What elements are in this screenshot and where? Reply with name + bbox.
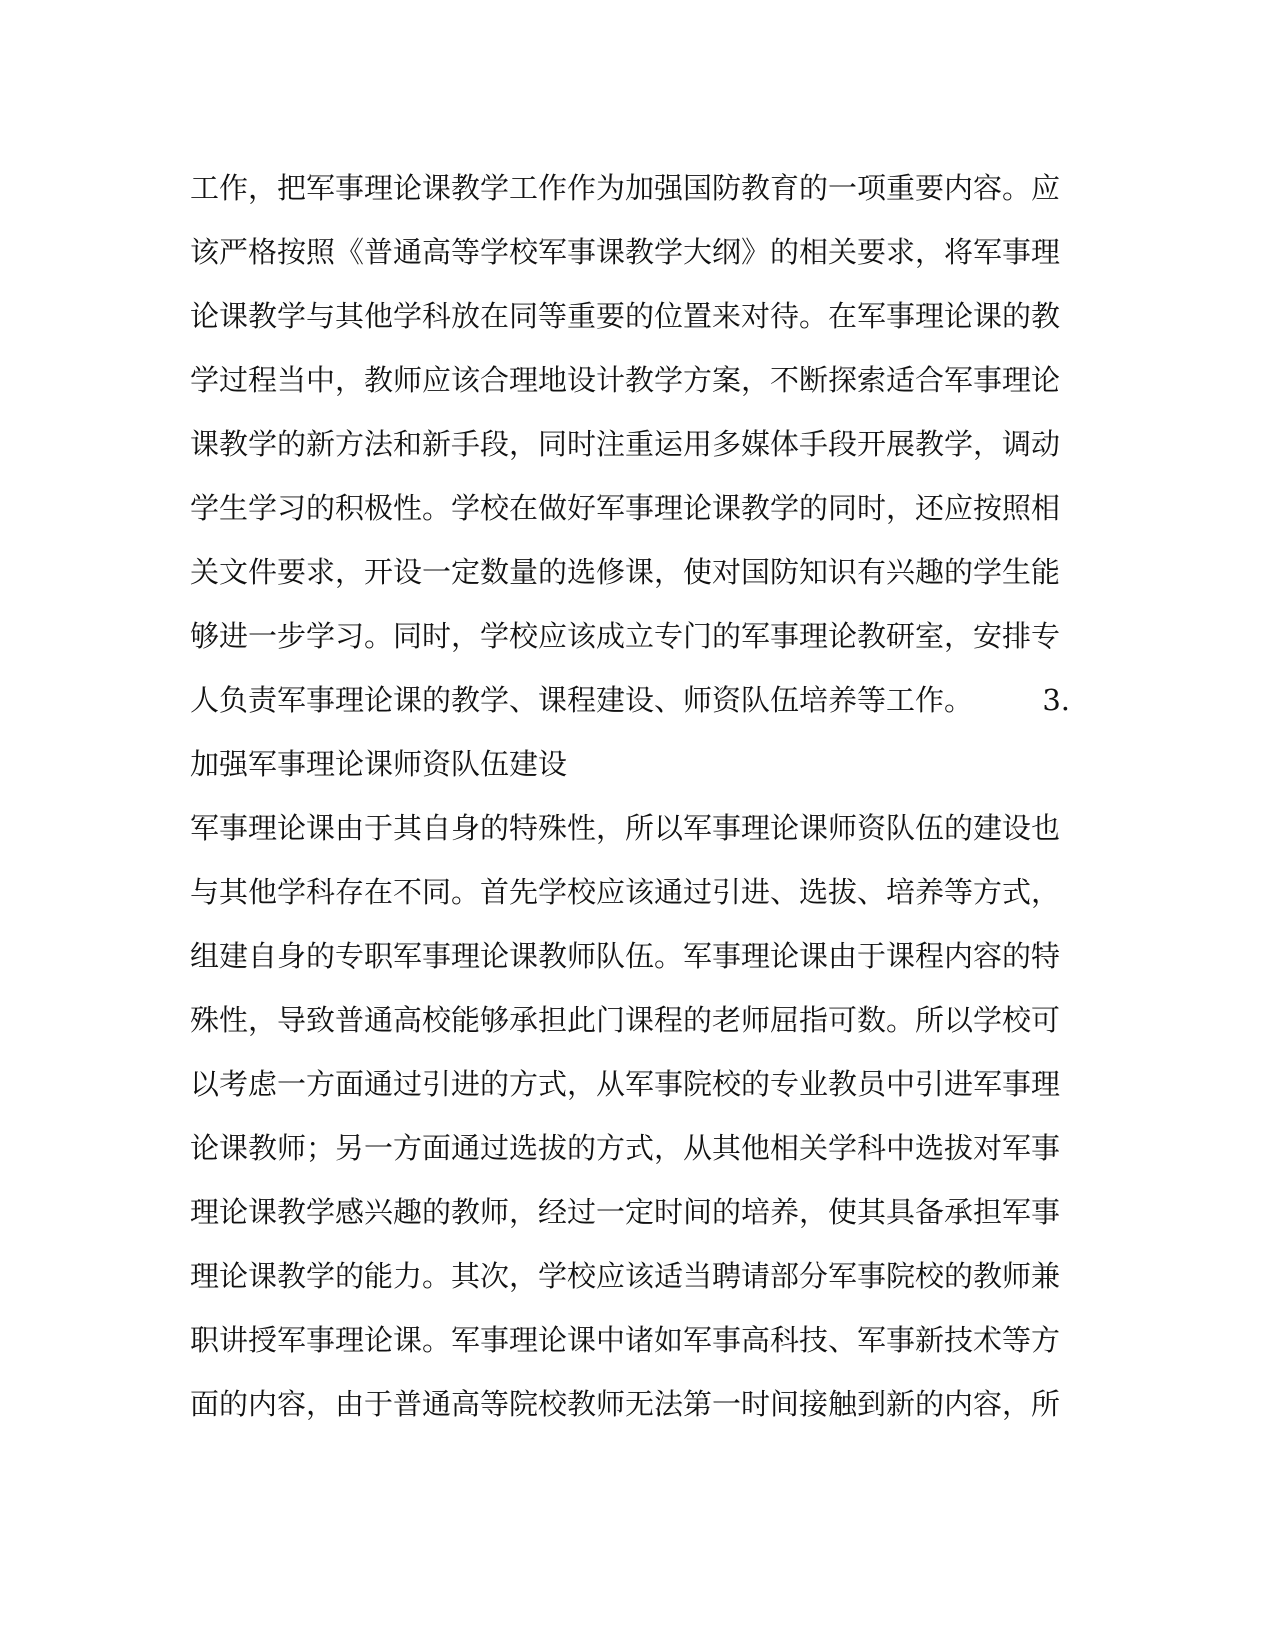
body-text <box>190 156 1070 1436</box>
text-line: 够进一步学习。同时，学校应该成立专门的军事理论教研室，安排专 <box>190 619 1061 653</box>
text-line: 军事理论课由于其自身的特殊性，所以军事理论课师资队伍的建设也 <box>190 811 1061 845</box>
text-line: 与其他学科存在不同。首先学校应该通过引进、选拔、培养等方式， <box>190 875 1061 909</box>
text-line: 殊性，导致普通高校能够承担此门课程的老师屈指可数。所以学校可 <box>190 1003 1061 1037</box>
text-line: 组建自身的专职军事理论课教师队伍。军事理论课由于课程内容的特 <box>190 939 1061 973</box>
text-line: 职讲授军事理论课。军事理论课中诸如军事高科技、军事新技术等方 <box>190 1323 1061 1357</box>
text-line: 关文件要求，开设一定数量的选修课，使对国防知识有兴趣的学生能 <box>190 555 1061 589</box>
text-line: 课教学的新方法和新手段，同时注重运用多媒体手段开展教学，调动 <box>190 427 1061 461</box>
text-line: 论课教学与其他学科放在同等重要的位置来对待。在军事理论课的教 <box>190 299 1061 333</box>
text-line: 以考虑一方面通过引进的方式，从军事院校的专业教员中引进军事理 <box>190 1067 1061 1101</box>
section-number: 3. <box>1042 683 1070 717</box>
text-line: 理论课教学感兴趣的教师，经过一定时间的培养，使其具备承担军事 <box>190 1195 1061 1229</box>
text-line: 学过程当中，教师应该合理地设计教学方案，不断探索适合军事理论 <box>190 363 1061 397</box>
text-line: 该严格按照《普通高等学校军事课教学大纲》的相关要求，将军事理 <box>190 235 1061 269</box>
section-heading: 加强军事理论课师资队伍建设 <box>190 747 568 781</box>
text-line: 学生学习的积极性。学校在做好军事理论课教学的同时，还应按照相 <box>190 491 1061 525</box>
text-line-with-number <box>190 668 1070 732</box>
text-line: 理论课教学的能力。其次，学校应该适当聘请部分军事院校的教师兼 <box>190 1259 1061 1293</box>
text-line: 面的内容，由于普通高等院校教师无法第一时间接触到新的内容，所 <box>190 1387 1061 1421</box>
text-line: 人负责军事理论课的教学、课程建设、师资队伍培养等工作。 <box>190 683 974 717</box>
text-line: 工作，把军事理论课教学工作作为加强国防教育的一项重要内容。应 <box>190 171 1061 205</box>
text-line: 论课教师；另一方面通过选拔的方式，从其他相关学科中选拔对军事 <box>190 1131 1061 1165</box>
